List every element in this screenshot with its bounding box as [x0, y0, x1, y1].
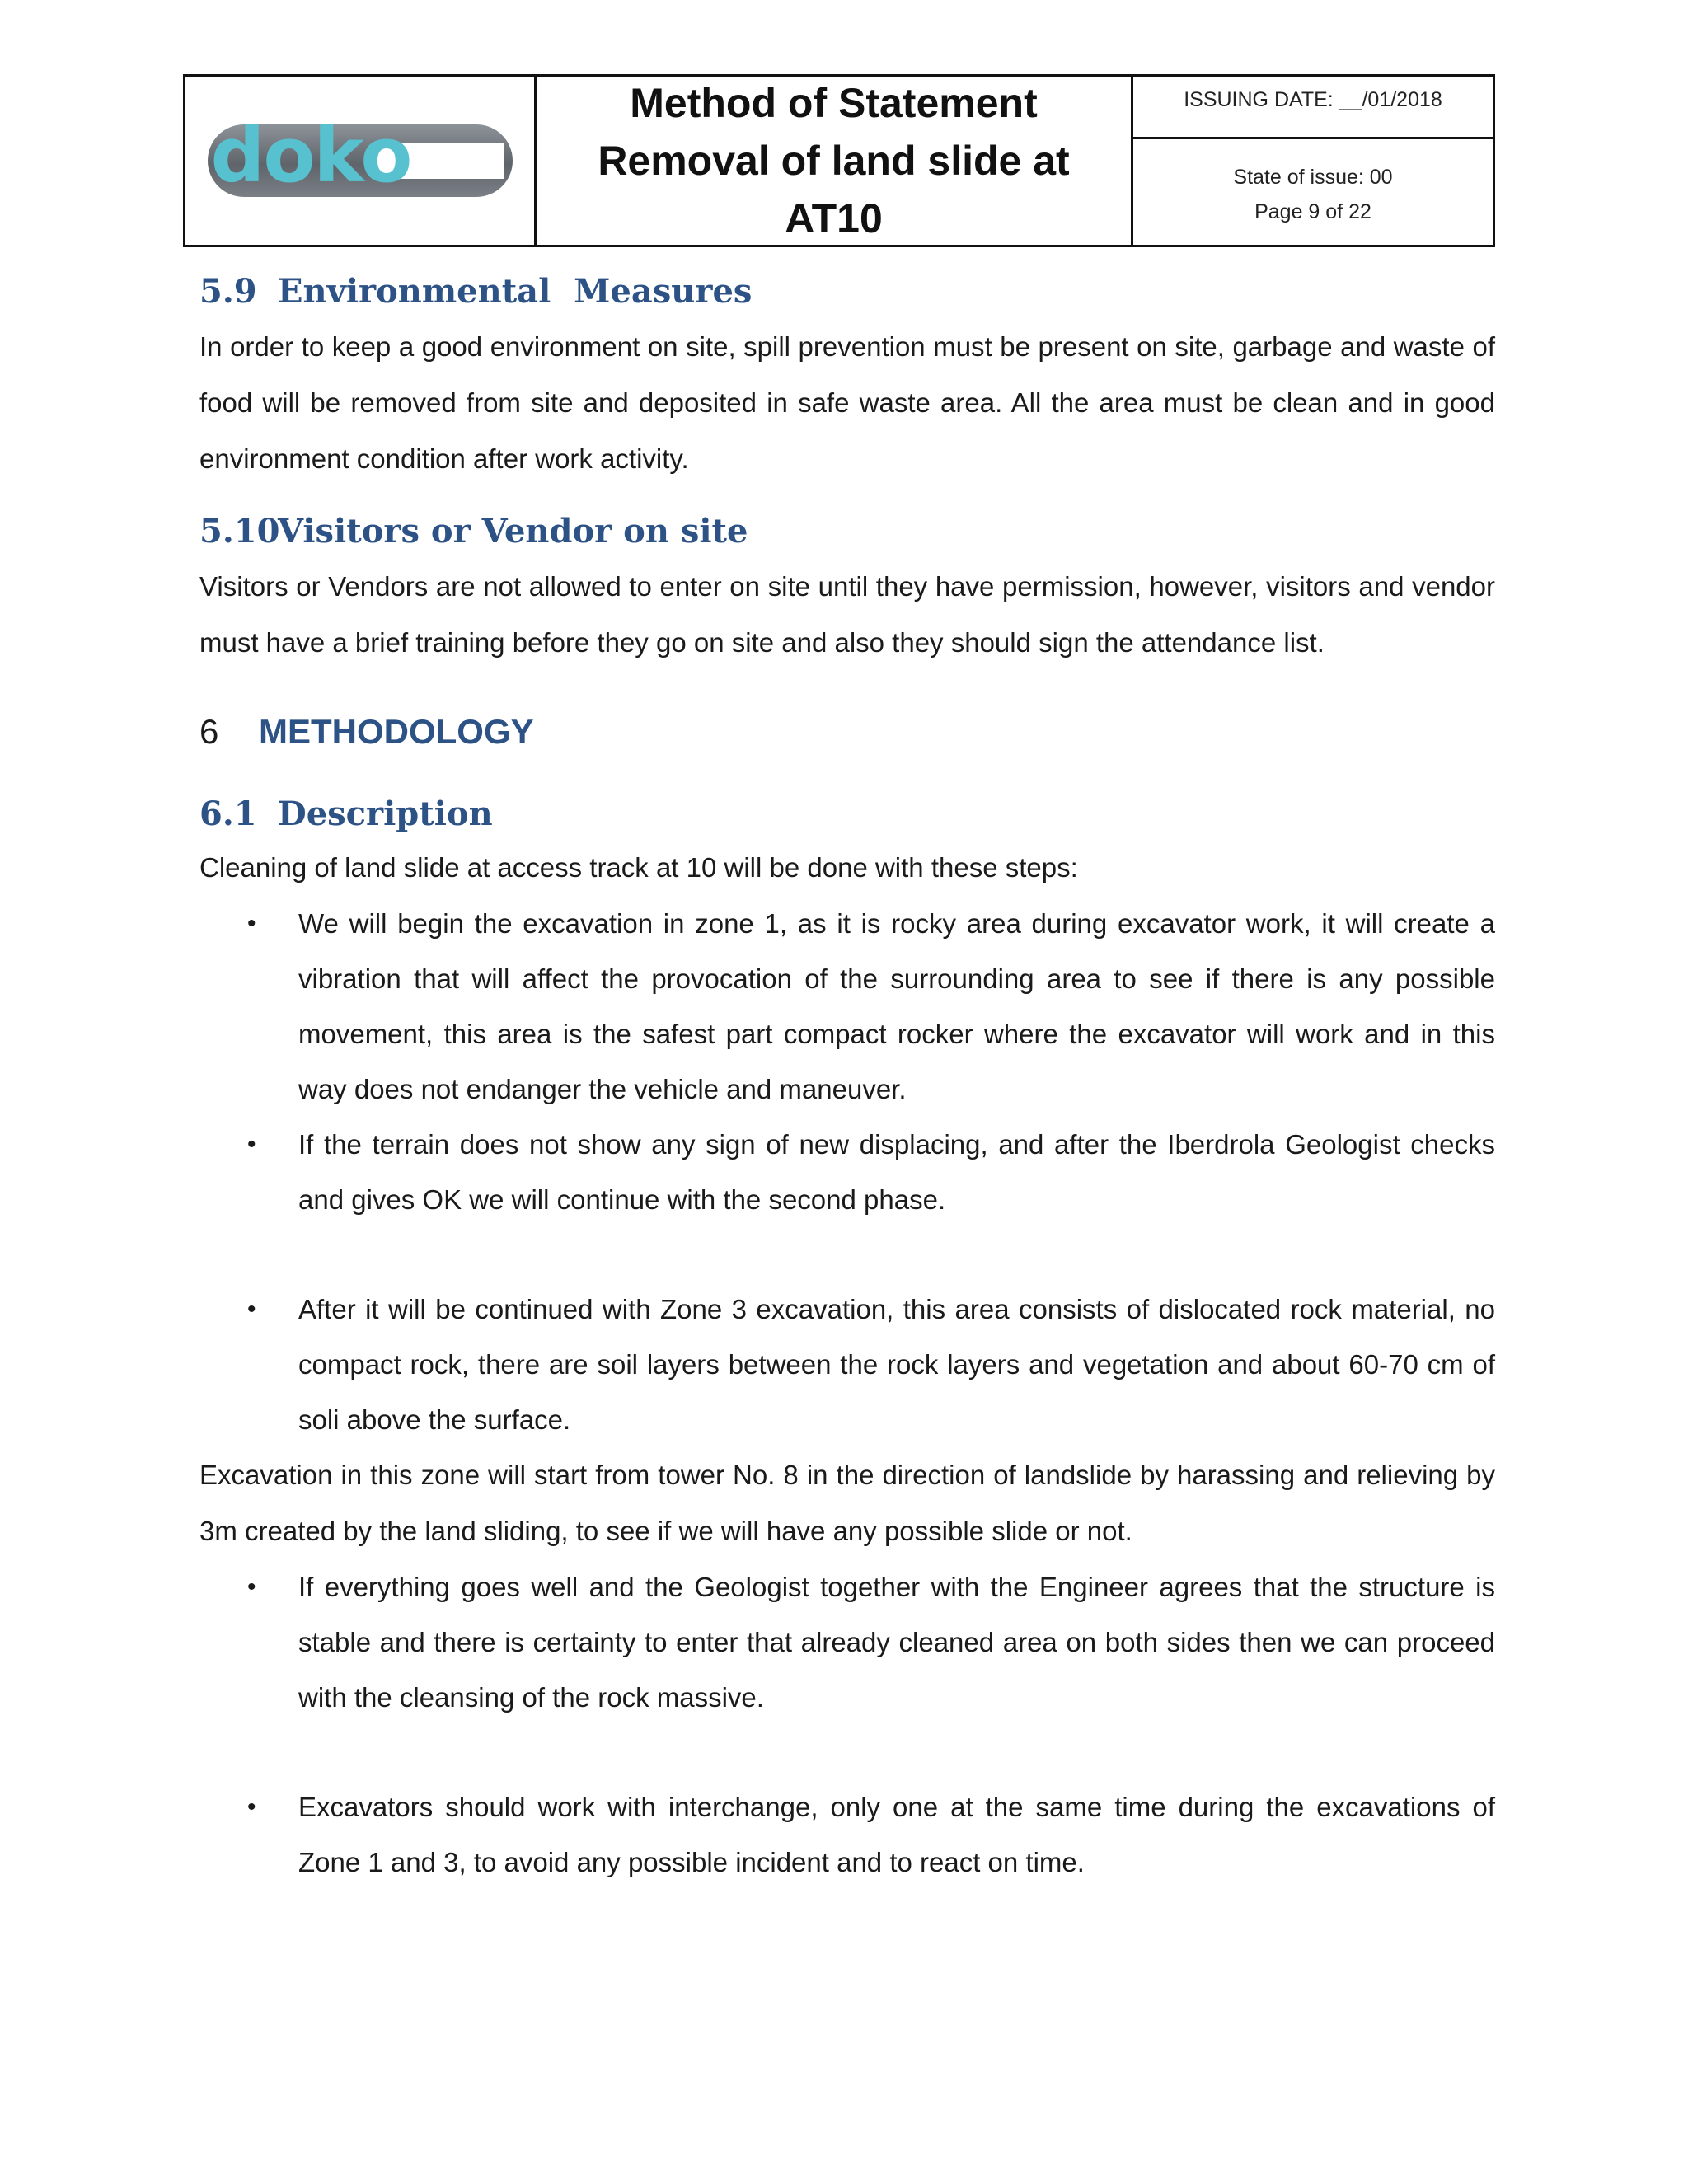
bullet-icon: •: [247, 1131, 256, 1158]
page-number: Page 9 of 22: [1254, 200, 1372, 223]
section-heading-6-1: [199, 794, 1495, 833]
issue-details: [1133, 139, 1493, 245]
issue-info-cell: [1133, 77, 1493, 245]
section-paragraph: In order to keep a good environment on site, spill prevention must be present on site, garbage and waste of food will be removed from site and deposited in safe waste area. All the area must be clean and in good environment condition after work activity.: [199, 331, 1495, 474]
section-number: 5.9: [199, 272, 257, 311]
title-line-1: Method of Statement: [630, 80, 1038, 126]
logo-text: doko: [210, 111, 411, 199]
bullet-list-a: [199, 896, 1495, 1227]
bullet-list-d: [199, 1779, 1495, 1890]
section-intro: Cleaning of land slide at access track at 10 will be done with these steps:: [199, 852, 1078, 883]
section-paragraph: Visitors or Vendors are not allowed to enter on site until they have permission, however, visitors and vendor must have a brief training before they go on site and also they should sign the attendance list.: [199, 571, 1495, 658]
bullet-icon: •: [247, 1296, 256, 1323]
section-number: 6.1: [199, 794, 257, 833]
logo-cell: [185, 77, 537, 245]
section-heading-6: [199, 712, 1495, 752]
document-header-table: [183, 74, 1495, 247]
bullet-icon: •: [247, 1573, 256, 1601]
section-number: 6: [199, 712, 219, 751]
bullet-list-b: [199, 1282, 1495, 1447]
document-title: [537, 77, 1133, 245]
list-item: • We will begin the excavation in zone 1, as it is rocky area during excavator work, it will create a vibration that will affect the provocation of the surrounding area to see if there is any possible movement, this area is the safest part compact rocker where the excavator will work and in this way does not endanger the vehicle and maneuver.: [199, 896, 1495, 1117]
section-heading-5-10: [199, 512, 1495, 551]
bullet-icon: •: [247, 1793, 256, 1821]
section-paragraph: Excavation in this zone will start from tower No. 8 in the direction of landslide by harassing and relieving by 3m created by the land sliding, to see if we will have any possible slide or not.: [199, 1460, 1495, 1546]
section-heading-5-9: [199, 272, 1495, 311]
list-item: • If everything goes well and the Geologist together with the Engineer agrees that the structure is stable and there is certainty to enter that already cleaned area on both sides then we can proceed with the cleansing of the rock massive.: [199, 1559, 1495, 1725]
section-title: Environmental Measures: [278, 272, 753, 311]
bullet-icon: •: [247, 910, 256, 937]
list-item: • Excavators should work with interchange, only one at the same time during the excavations of Zone 1 and 3, to avoid any possible incident and to react on time.: [199, 1779, 1495, 1890]
doko-logo: [208, 111, 513, 200]
bullet-list-c: [199, 1559, 1495, 1725]
title-line-3: AT10: [785, 195, 883, 241]
document-body: [199, 272, 1495, 1890]
list-item: • If the terrain does not show any sign of new displacing, and after the Iberdrola Geologist checks and gives OK we will continue with the second phase.: [199, 1117, 1495, 1227]
section-title: Description: [278, 794, 493, 833]
state-of-issue: State of issue: 00: [1233, 166, 1393, 189]
issuing-date: ISSUING DATE: __/01/2018: [1133, 77, 1493, 139]
title-line-2: Removal of land slide at: [598, 138, 1070, 184]
section-number: 5.10: [199, 512, 280, 551]
section-title: METHODOLOGY: [259, 712, 534, 751]
section-title: Visitors or Vendor on site: [278, 512, 748, 551]
list-item: • After it will be continued with Zone 3 excavation, this area consists of dislocated rock material, no compact rock, there are soil layers between the rock layers and vegetation and about 60-70 cm of soli above the surface.: [199, 1282, 1495, 1447]
